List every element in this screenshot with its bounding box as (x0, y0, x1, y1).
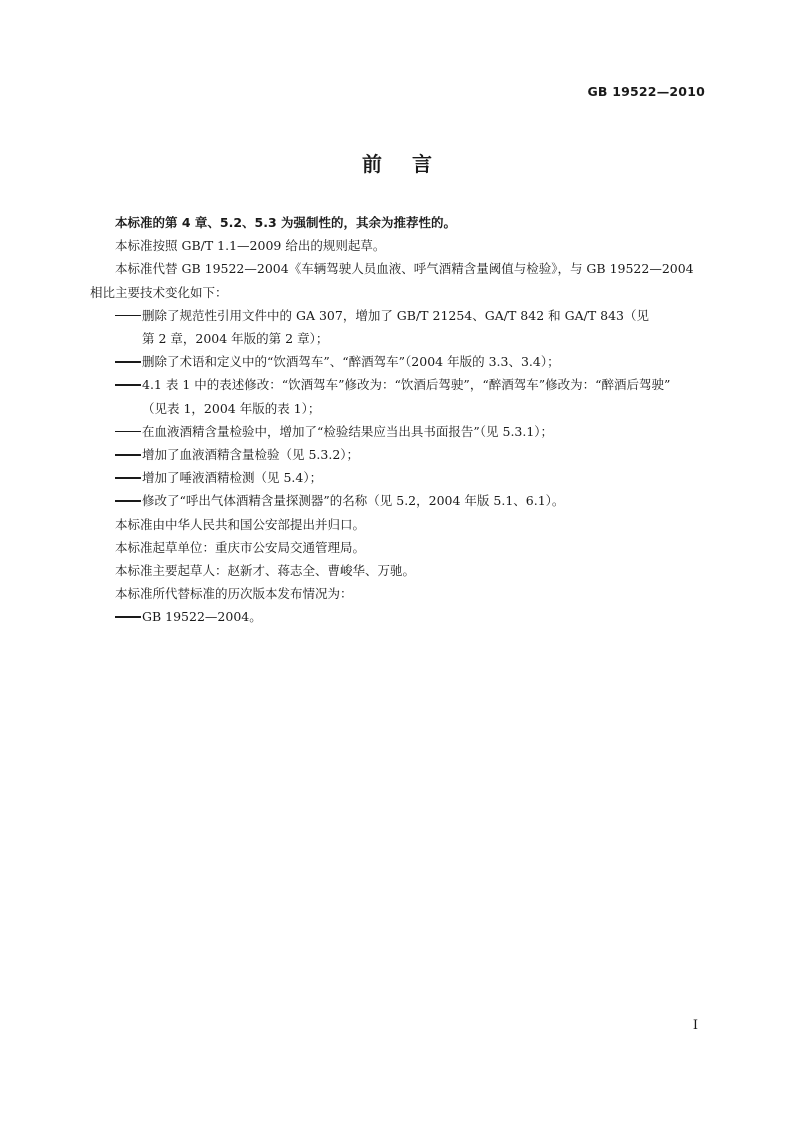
paragraph-mandatory-note: 本标准的第 4 章、5.2、5.3 为强制性的，其余为推荐性的。 (115, 215, 457, 230)
dash-marker (115, 500, 141, 502)
list-item-line-1: 修改了“呼出气体酒精含量探测器”的名称（见 5.2，2004 年版 5.1、6.1）。 (142, 493, 565, 509)
list-item-line-1: 增加了血液酒精含量检验（见 5.3.2）； (142, 447, 360, 463)
list-item (90, 443, 706, 466)
paragraph-drafting-rules: 本标准按照 GB/T 1.1—2009 给出的规则起草。 (115, 238, 386, 254)
list-item-line-2: （见表 1，2004 年版的表 1）； (142, 400, 321, 416)
paragraph-replaces-line-2: 相比主要技术变化如下： (90, 284, 228, 300)
list-item (90, 304, 706, 350)
list-item-line-1: 4.1 表 1 中的表述修改：“饮酒驾车”修改为：“饮酒后驾驶”，“醉酒驾车”修改为：“醉酒后驾驶” (142, 377, 671, 393)
dash-marker (115, 431, 141, 433)
dash-marker (115, 361, 141, 363)
paragraph-proposer: 本标准由中华人民共和国公安部提出并归口。 (115, 516, 366, 532)
paragraph-drafters: 本标准主要起草人：赵新才、蒋志全、曹峻华、万驰。 (115, 563, 416, 579)
list-item-line-1: GB 19522—2004。 (142, 609, 262, 625)
list-item (90, 466, 706, 489)
document-body (90, 211, 706, 629)
list-item (90, 350, 706, 373)
list-item-line-2: 第 2 章，2004 年版的第 2 章）； (142, 331, 329, 347)
paragraph-history-intro: 本标准所代替标准的历次版本发布情况为： (115, 586, 353, 602)
paragraph-replaces-line-1: 本标准代替 GB 19522—2004《车辆驾驶人员血液、呼气酒精含量阈值与检验》，与 GB 19522—2004 (115, 261, 694, 277)
dash-marker (115, 315, 141, 317)
dash-marker (115, 616, 141, 618)
dash-marker (115, 384, 141, 386)
list-item (90, 605, 706, 628)
title-part-2: 言 (412, 152, 432, 176)
list-item-line-1: 增加了唾液酒精检测（见 5.4）； (142, 470, 323, 486)
dash-marker (115, 477, 141, 479)
list-item-line-1: 删除了术语和定义中的“饮酒驾车”、“醉酒驾车”（2004 年版的 3.3、3.4）； (142, 354, 560, 370)
paragraph-drafting-unit: 本标准起草单位：重庆市公安局交通管理局。 (115, 539, 366, 555)
list-item-line-1: 在血液酒精含量检验中，增加了“检验结果应当出具书面报告”（见 5.3.1）； (142, 423, 554, 439)
dash-marker (115, 454, 141, 456)
list-item (90, 373, 706, 419)
paragraph-replaces (90, 257, 706, 303)
page-title (0, 148, 794, 177)
title-part-1: 前 (362, 152, 382, 176)
list-item-line-1: 删除了规范性引用文件中的 GA 307，增加了 GB/T 21254、GA/T 842 和 GA/T 843（见 (142, 307, 649, 323)
list-item (90, 489, 706, 512)
list-item (90, 420, 706, 443)
standard-code: GB 19522—2010 (587, 84, 705, 99)
page-number: I (692, 1018, 698, 1033)
